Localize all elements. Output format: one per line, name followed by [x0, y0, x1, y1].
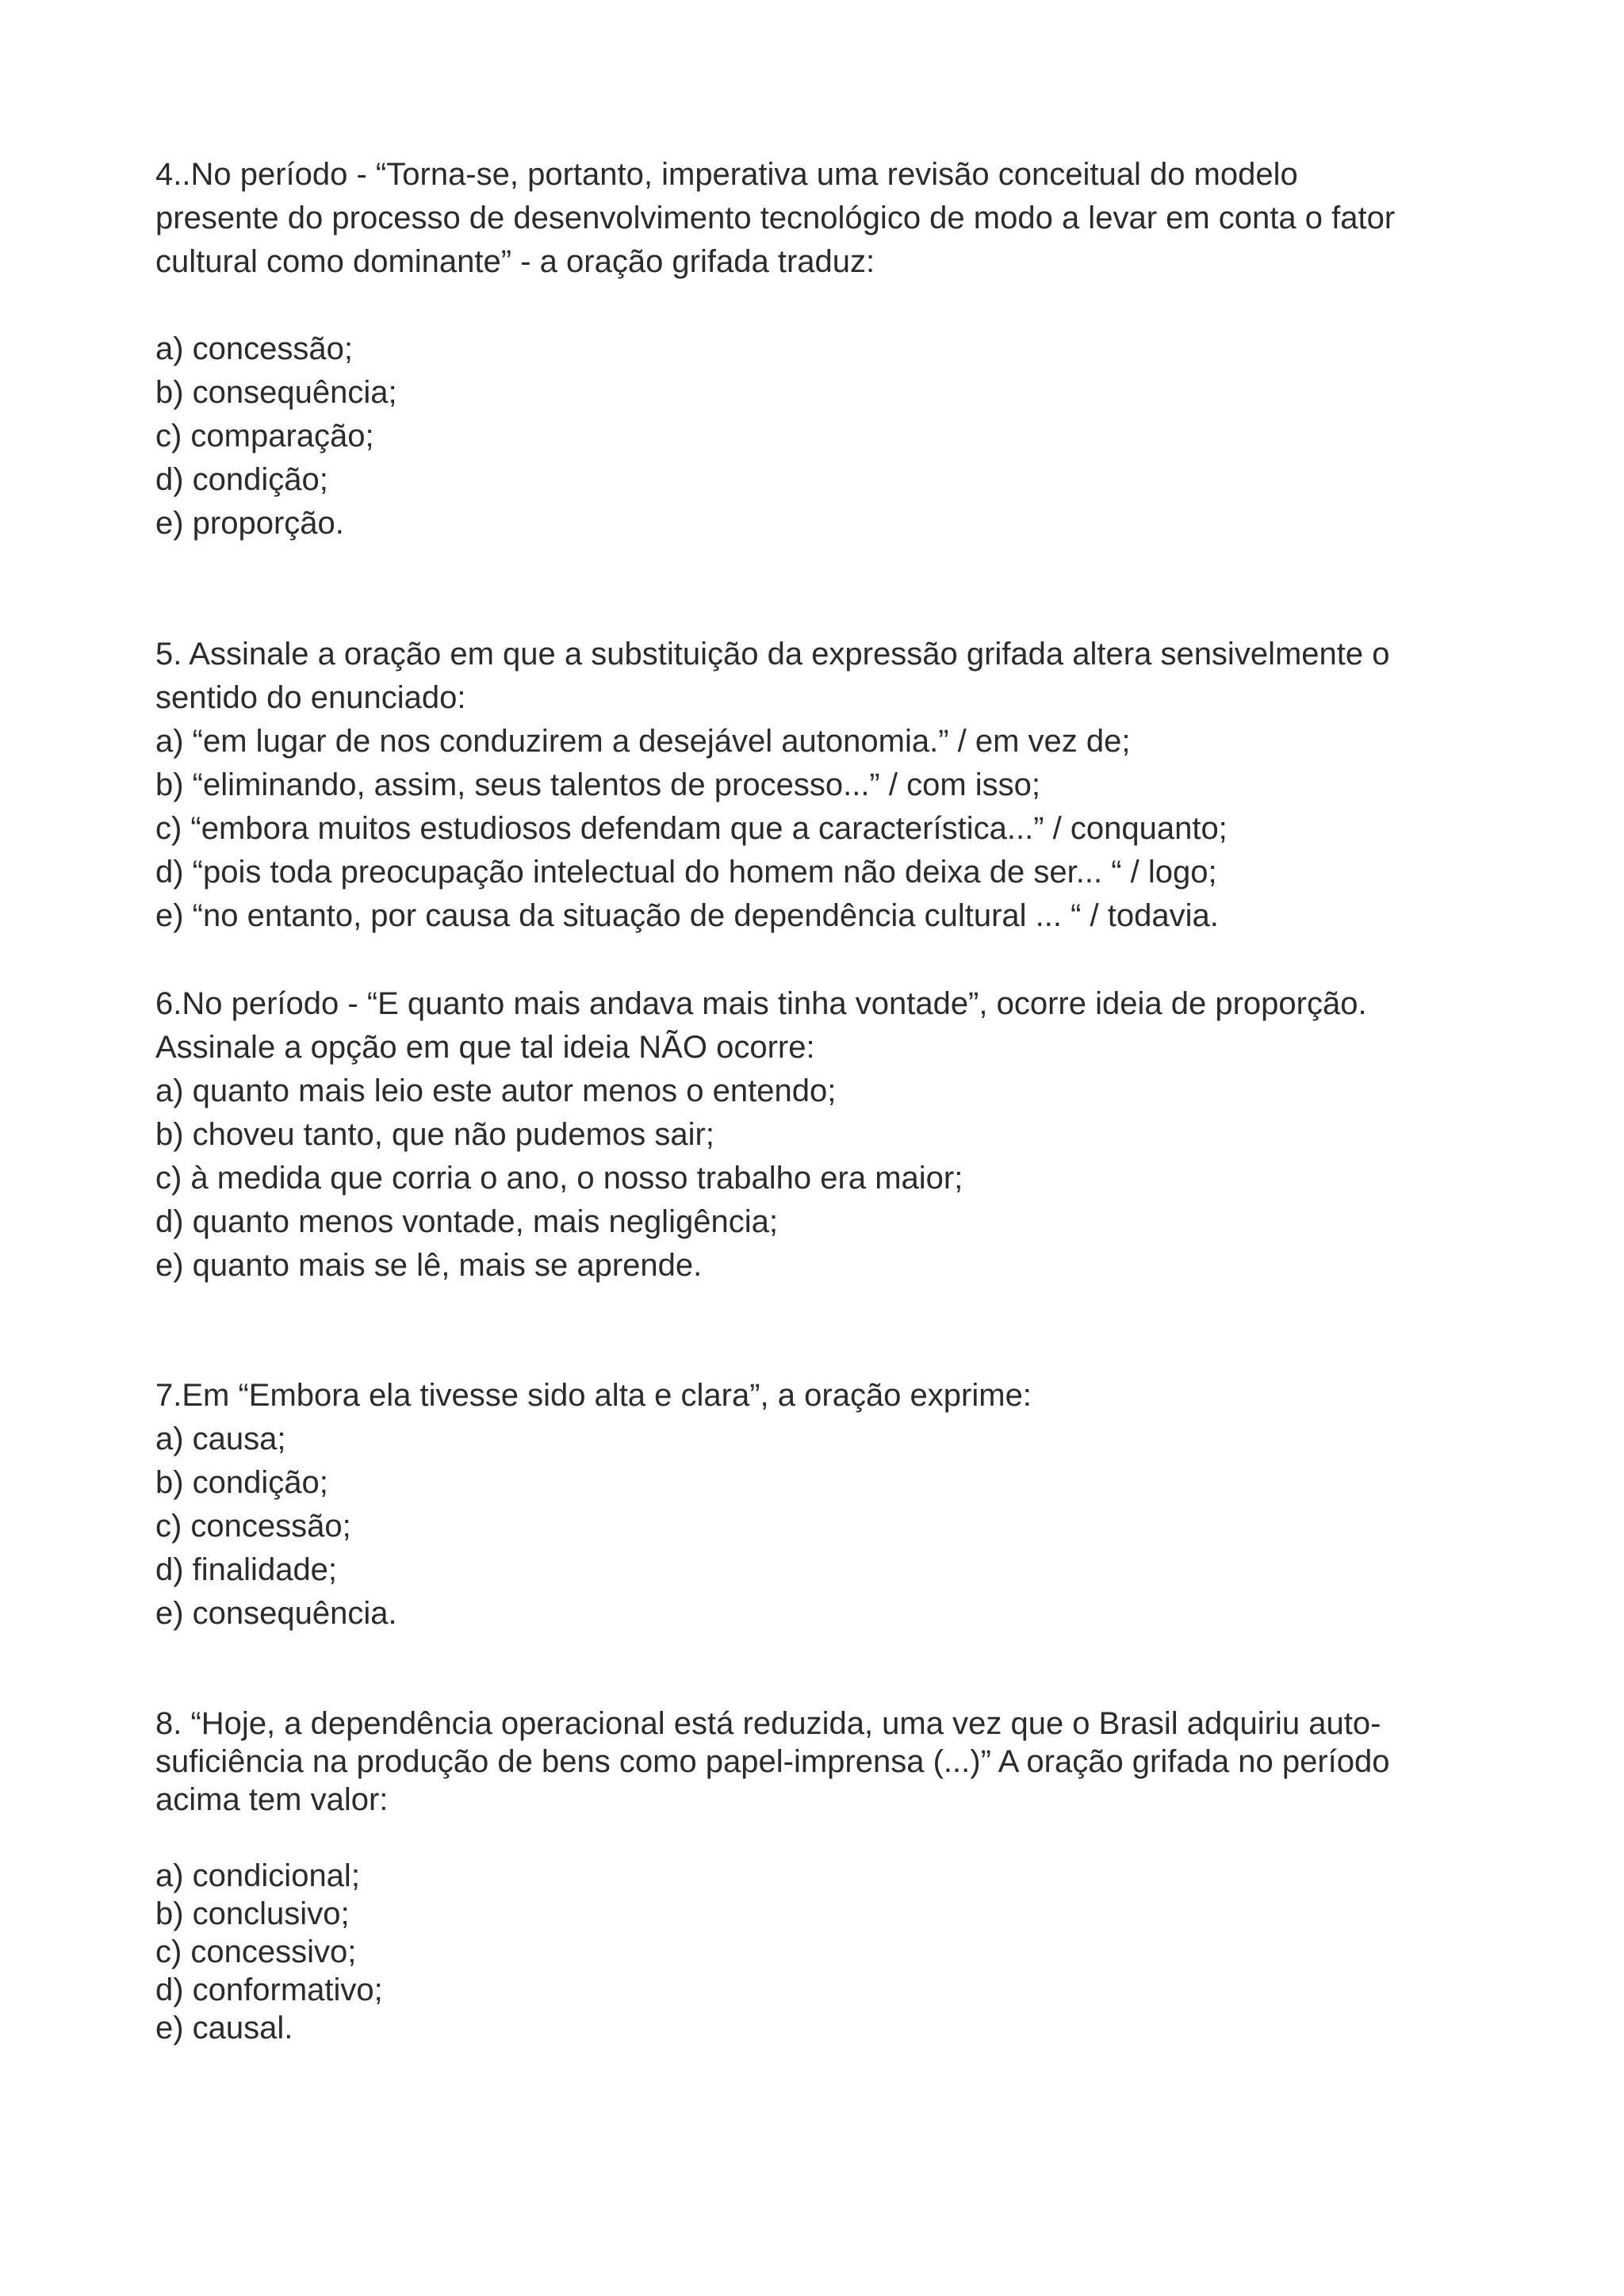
answer-option: a) quanto mais leio este autor menos o entendo; — [155, 1073, 837, 1108]
answer-option: c) comparação; — [155, 419, 374, 453]
question-5 — [155, 633, 1488, 938]
question-stem-line: 8. “Hoje, a dependência operacional está reduzida, uma vez que o Brasil adquiriu auto- — [155, 1706, 1381, 1741]
answer-option: a) condicional; — [155, 1858, 360, 1893]
answer-option: b) choveu tanto, que não pudemos sair; — [155, 1117, 714, 1152]
answer-option: e) consequência. — [155, 1596, 397, 1631]
answer-option: c) “embora muitos estudiosos defendam que a característica...” / conquanto; — [155, 811, 1228, 846]
answer-option: a) causa; — [155, 1422, 286, 1456]
question-stem-line: 5. Assinale a oração em que a substituição da expressão grifada altera sensivelmente o — [155, 637, 1390, 672]
answer-option: e) quanto mais se lê, mais se aprende. — [155, 1248, 703, 1283]
question-stem-line: cultural como dominante” - a oração grifada traduz: — [155, 244, 875, 279]
question-stem-line: presente do processo de desenvolvimento tecnológico de modo a levar em conta o fator — [155, 201, 1396, 235]
answer-option: d) “pois toda preocupação intelectual do homem não deixa de ser... “ / logo; — [155, 855, 1217, 890]
answer-option: d) conformativo; — [155, 1973, 383, 2007]
answer-option: b) consequência; — [155, 375, 397, 410]
answer-option: d) quanto menos vontade, mais negligência; — [155, 1204, 778, 1239]
answer-option: d) condição; — [155, 462, 328, 497]
question-4 — [155, 153, 1488, 545]
answer-option: e) causal. — [155, 2011, 293, 2045]
question-stem-line: 4..No período - “Torna-se, portanto, imperativa uma revisão conceitual do modelo — [155, 157, 1298, 192]
answer-option: c) à medida que corria o ano, o nosso trabalho era maior; — [155, 1161, 963, 1196]
question-stem-line: suficiência na produção de bens como papel-imprensa (...)” A oração grifada no período — [155, 1744, 1390, 1779]
answer-option: b) conclusivo; — [155, 1896, 350, 1931]
answer-option: e) “no entanto, por causa da situação de dependência cultural ... “ / todavia. — [155, 898, 1219, 933]
answer-option: e) proporção. — [155, 506, 344, 541]
answer-option: c) concessivo; — [155, 1934, 357, 1969]
answer-option: b) “eliminando, assim, seus talentos de processo...” / com isso; — [155, 767, 1041, 802]
question-6 — [155, 982, 1488, 1288]
question-stem-line: sentido do enunciado: — [155, 680, 466, 715]
question-stem-line: 7.Em “Embora ela tivesse sido alta e clara”, a oração exprime: — [155, 1378, 1032, 1413]
question-stem-line: 6.No período - “E quanto mais andava mais tinha vontade”, ocorre ideia de proporção. — [155, 986, 1367, 1021]
answer-option: b) condição; — [155, 1465, 328, 1500]
answer-option: a) “em lugar de nos conduzirem a desejável autonomia.” / em vez de; — [155, 724, 1131, 759]
question-8 — [155, 1705, 1488, 2047]
question-7 — [155, 1374, 1488, 1636]
question-stem-line: Assinale a opção em que tal ideia NÃO ocorre: — [155, 1030, 815, 1065]
answer-option: a) concessão; — [155, 331, 354, 366]
question-stem-line: acima tem valor: — [155, 1782, 389, 1817]
answer-option: c) concessão; — [155, 1509, 351, 1544]
answer-option: d) finalidade; — [155, 1552, 338, 1587]
